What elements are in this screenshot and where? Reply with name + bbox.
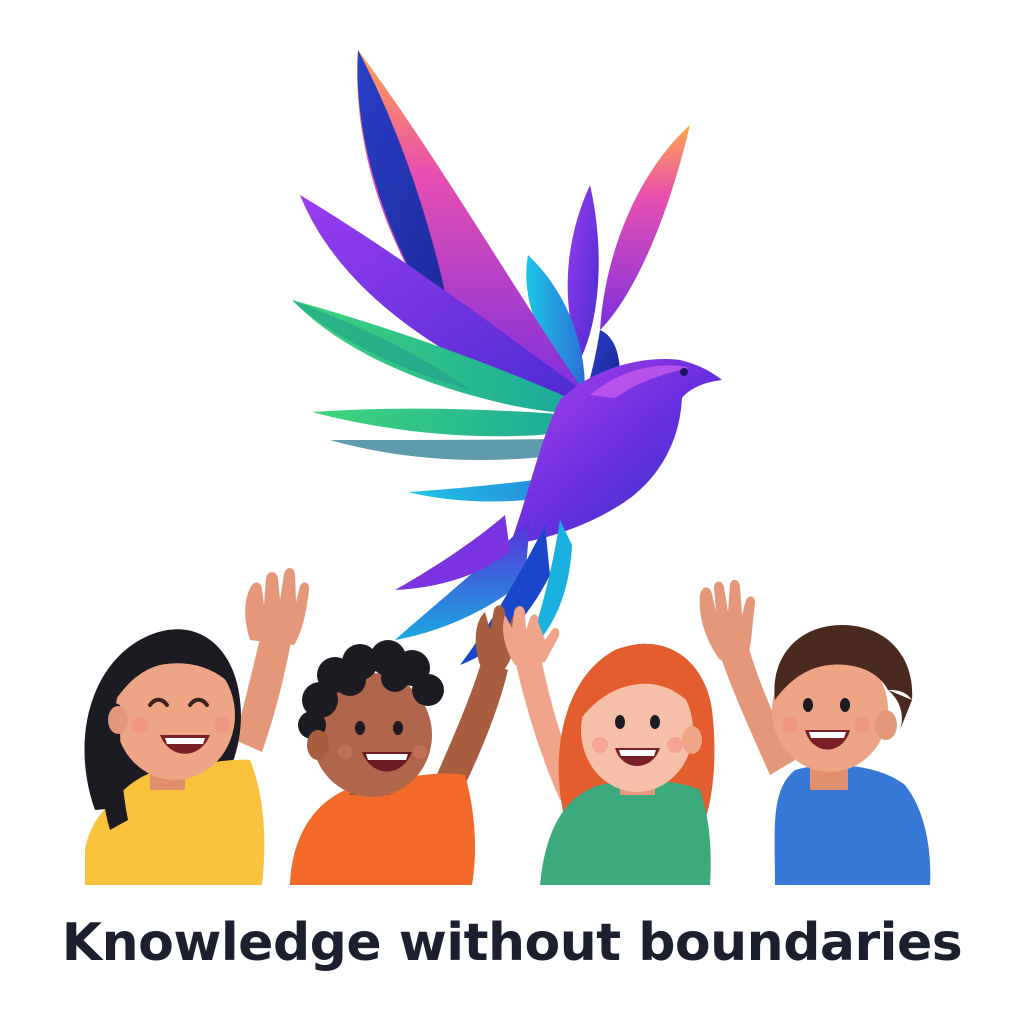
child-yellow-hand <box>245 568 309 645</box>
tagline: Knowledge without boundaries <box>61 913 963 973</box>
bird-wing-right <box>600 125 690 330</box>
child-blue-hand <box>700 580 755 660</box>
child-blue-shirt <box>700 580 931 885</box>
child-orange-shirt <box>290 605 520 885</box>
child-green-shirt <box>503 606 714 885</box>
child-yellow-shirt <box>84 568 309 885</box>
bird <box>292 50 722 665</box>
bird-eye <box>680 368 688 376</box>
